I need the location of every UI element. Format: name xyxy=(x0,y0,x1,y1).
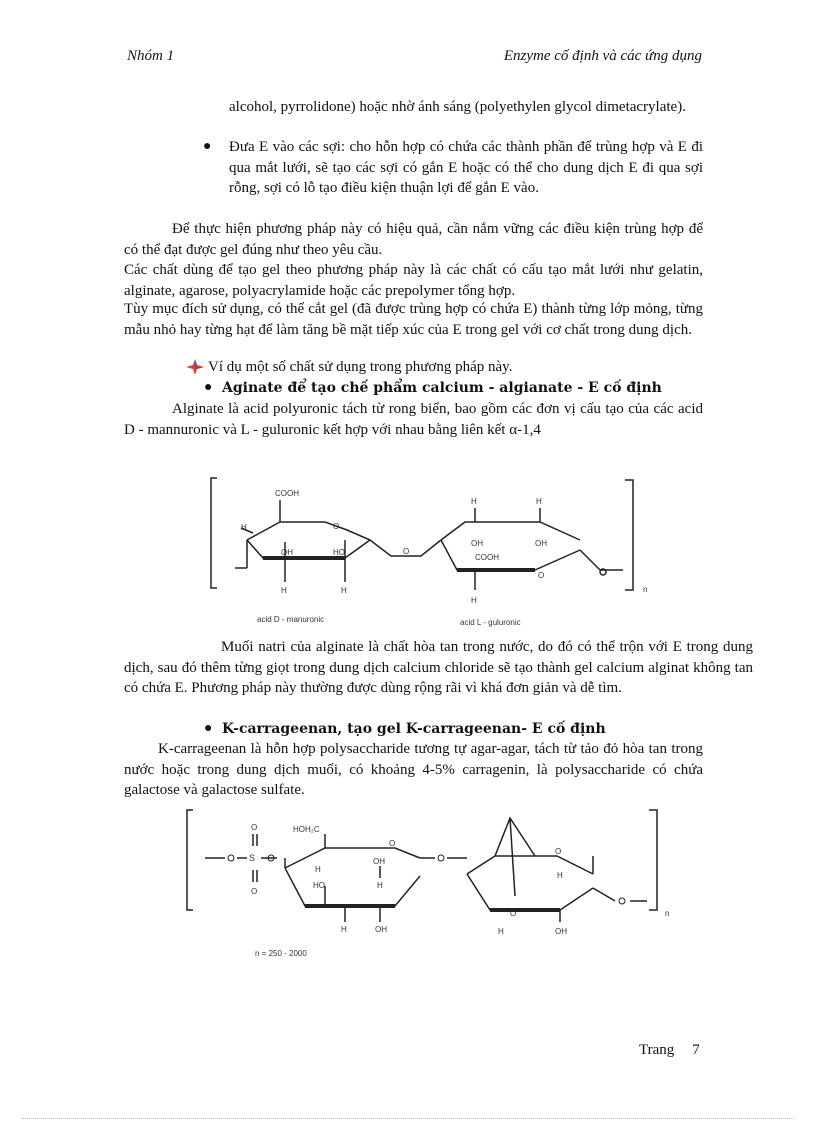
alginate-h-label: H xyxy=(471,596,477,605)
alginate-h-label: H xyxy=(241,523,247,532)
carrageenan-bridge-o: O xyxy=(510,909,517,918)
carrageenan-oh-label: OH xyxy=(375,925,387,934)
header-group-name: Nhóm 1 xyxy=(127,48,175,64)
bullet-dot-icon: ● xyxy=(204,721,213,736)
carrageenan-h-label: H xyxy=(377,881,383,890)
alginate-h-label: H xyxy=(536,497,542,506)
label-acid-d-manuronic: acid D - manuronic xyxy=(257,615,325,624)
four-point-star-icon xyxy=(186,359,204,375)
carrageenan-ho-label: HO xyxy=(313,881,325,890)
alginate-h-label: H xyxy=(341,586,347,595)
carrageenan-h-label: H xyxy=(498,927,504,936)
bullet-dot-icon: ● xyxy=(203,139,212,154)
para-effective: Để thực hiện phương pháp này có hiệu quả, cần nắm vững các điều kiện trùng hợp để có thể đạt được gel đúng như theo yêu cầu. xyxy=(124,221,703,258)
page-bottom-divider xyxy=(22,1118,794,1119)
alginate-oh-label-1: OH xyxy=(281,548,293,557)
para-carrageenan: K-carrageenan là hỗn hợp polysaccharide tương tự agar-agar, tách từ tảo đỏ hòa tan trong nước hoặc trong dung dịch muối, có khoảng 4-5% carragenin, là polysaccharide có chứa galactose và galactose sulfate. xyxy=(124,741,703,798)
example-intro: Ví dụ một số chất sử dụng trong phương pháp này. xyxy=(208,359,513,375)
carrageenan-h-label: H xyxy=(341,925,347,934)
text-alcohol-line: alcohol, pyrrolidone) hoặc nhờ ánh sáng (polyethylen glycol dimetacrylate). xyxy=(229,99,686,115)
alginate-linker-o: O xyxy=(403,547,410,556)
carrageenan-n-range: n = 250 - 2000 xyxy=(255,949,307,958)
alginate-oh-label-3: OH xyxy=(535,539,547,548)
alginate-oh-label-2: OH xyxy=(471,539,483,548)
label-acid-l-guluronic: acid L - guluronic xyxy=(460,618,521,627)
carrageenan-structure-figure xyxy=(185,806,680,966)
carrageenan-h-label: H xyxy=(315,865,321,874)
para-substances: Các chất dùng để tạo gel theo phương pháp này là các chất có cấu tạo mắt lưới như gelatin, alginate, agarose, polyacrylamide hoặc các prepolymer tổng hợp. xyxy=(124,262,703,299)
carrageenan-ch2oh-label: HOH₂C xyxy=(293,825,320,834)
carrageenan-ring-o-2: O xyxy=(555,847,562,856)
carrageenan-h-label: H xyxy=(557,871,563,880)
header-document-title: Enzyme cố định và các ứng dụng xyxy=(503,48,702,64)
para-alginate: Alginate là acid polyuronic tách từ rong biển, bao gồm các đơn vị cấu tạo của các acid D - mannuronic và L - guluronic kết hợp với nhau bằng liên kết α-1,4 xyxy=(124,401,703,438)
alginate-structure-figure xyxy=(205,470,665,635)
alginate-h-label: H xyxy=(281,586,287,595)
heading-alginate: Aginate để tạo chế phẩm calcium - algianate - E cố định xyxy=(222,380,662,396)
carrageenan-oh-label: OH xyxy=(373,857,385,866)
page-number: 7 xyxy=(692,1042,700,1058)
para-sodium-alginate: Muối natri của alginate là chất hòa tan trong nước, do đó có thể trộn với E trong dung dịch, sau đó thêm từng giọt trong dung dịch calcium chloride sẽ tạo thành gel calcium alginat không tan có chứa E. Phương pháp này thường được dùng rộng rãi vì khá đơn giản và dễ tìm. xyxy=(124,639,753,696)
alginate-h-label: H xyxy=(471,497,477,506)
para-usage: Tùy mục đích sử dụng, có thể cắt gel (đã được trùng hợp có chứa E) thành từng lớp mỏng, từng mẫu nhỏ hay từng hạt để làm tăng bề mặt tiếp xúc của E trong gel với cơ chất trong dung dịch. xyxy=(124,301,703,338)
carrageenan-sulfur-label: S xyxy=(249,853,256,863)
page-footer xyxy=(639,1042,700,1059)
alginate-cooh-label-2: COOH xyxy=(475,553,499,562)
carrageenan-n-subscript: n xyxy=(665,909,670,918)
alginate-ring-o-1: O xyxy=(333,522,340,531)
heading-carrageenan: K-carrageenan, tạo gel K-carrageenan- E cố định xyxy=(222,721,606,737)
alginate-ring-o-2: O xyxy=(538,571,545,580)
carrageenan-o-label: O xyxy=(251,887,258,896)
page-label: Trang xyxy=(639,1042,675,1058)
carrageenan-o-label: O xyxy=(251,823,258,832)
alginate-n-subscript: n xyxy=(643,585,648,594)
carrageenan-oh-label: OH xyxy=(555,927,567,936)
alginate-cooh-label-1: COOH xyxy=(275,489,299,498)
carrageenan-ring-o-1: O xyxy=(389,839,396,848)
alginate-ho-label: HO xyxy=(333,548,345,557)
bullet-fiber-text: Đưa E vào các sợi: cho hỗn hợp có chứa các thành phần để trùng hợp và E đi qua mắt lưới, sẽ tạo các sợi có gắn E hoặc có thể cho dung dịch E đi qua sợi rỗng, sợi có lỗ tạo điều kiện thuận lợi để gắn E vào. xyxy=(229,139,703,196)
bullet-dot-icon: ● xyxy=(204,380,213,395)
